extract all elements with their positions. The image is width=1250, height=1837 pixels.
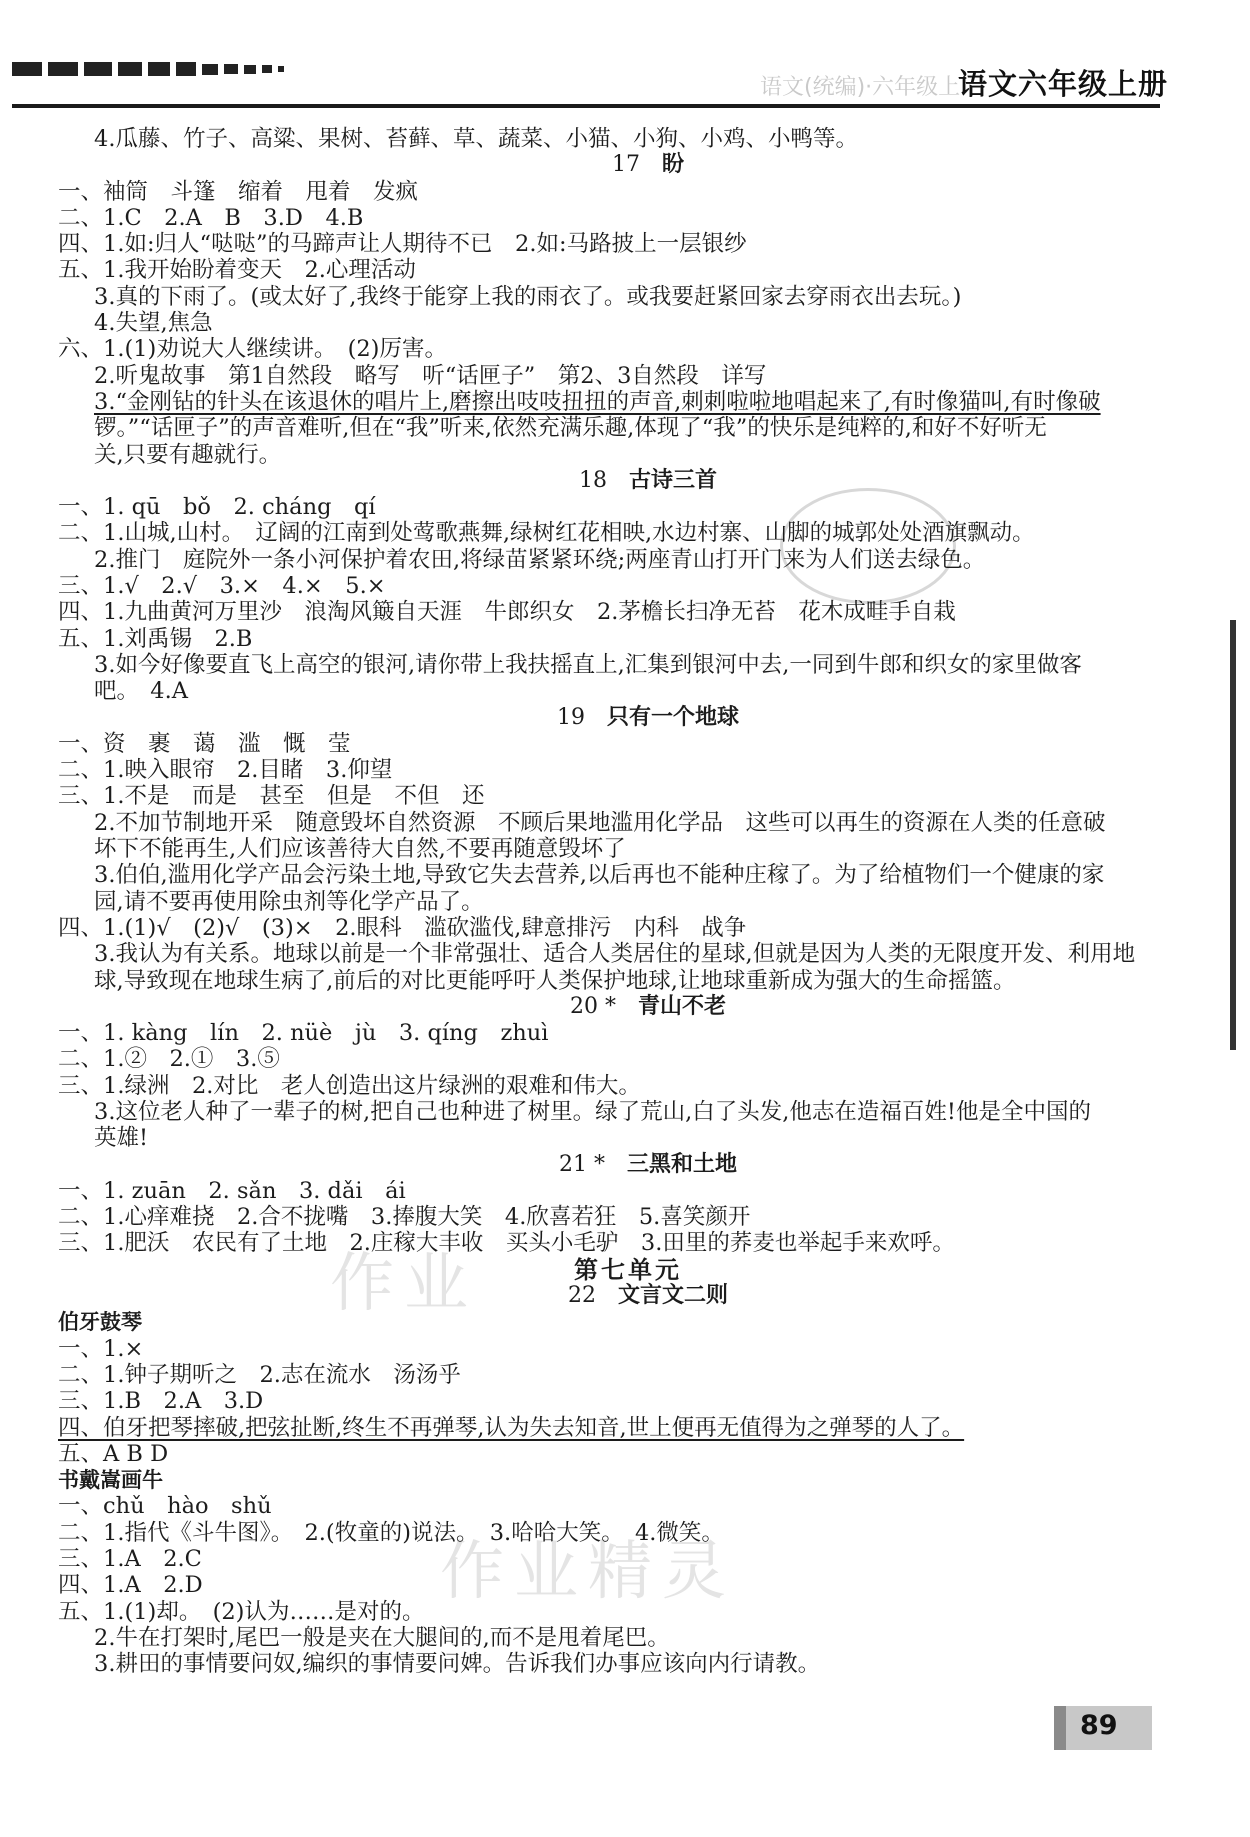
answer-line [58, 1415, 1168, 1441]
answer-line [58, 231, 1168, 257]
sub-heading [58, 1309, 1168, 1335]
line-text: 2.不加节制地开采 随意毁坏自然资源 不顾后果地滥用化学品 这些可以再生的资源在人类的任意破 [94, 809, 1106, 836]
lesson-number: 18 [578, 467, 607, 493]
lesson-number: 21 * [558, 1151, 605, 1177]
answer-line [58, 1625, 1168, 1651]
answer-line [58, 810, 1168, 836]
page-number-edge [1054, 1706, 1066, 1750]
line-text: 古诗三首 [629, 467, 718, 493]
line-text: 2.推门 庭院外一条小河保护着农田,将绿苗紧紧环绕;两座青山打开门来为人们送去绿色。 [94, 546, 986, 573]
unit-title [58, 1254, 1168, 1284]
line-text: 四、伯牙把琴摔破,把弦扯断,终生不再弹琴,认为失去知音,世上便再无值得为之弹琴的人了。 [58, 1414, 965, 1441]
answer-line [58, 1388, 1168, 1414]
answer-line [58, 1230, 1168, 1256]
line-text: 园,请不要再使用除虫剂等化学产品了。 [94, 888, 484, 915]
line-text: 二、1.C 2.A B 3.D 4.B [58, 204, 364, 231]
lesson-title [58, 994, 1168, 1020]
line-text: 锣。”“话匣子”的声音难听,但在“我”听来,依然充满乐趣,体现了“我”的快乐是纯粹的,和好不好听无 [94, 415, 1047, 442]
line-text: 四、1.A 2.D [58, 1572, 203, 1599]
line-text: 坏下不能再生,人们应该善待大自然,不要再随意毁坏了 [94, 836, 626, 863]
line-text: 二、1.钟子期听之 2.志在流水 汤汤乎 [58, 1361, 461, 1388]
answer-line [58, 1178, 1168, 1204]
answer-line [58, 389, 1168, 415]
line-text: 一、chǔ hào shǔ [58, 1493, 272, 1520]
line-text: 三、1.B 2.A 3.D [58, 1388, 264, 1415]
answer-line [58, 257, 1168, 283]
answer-line [58, 415, 1168, 441]
answer-line [58, 1073, 1168, 1099]
line-text: 只有一个地球 [607, 704, 740, 730]
line-text: 第七单元 [574, 1254, 682, 1284]
answer-line [58, 915, 1168, 941]
lesson-number: 20 * [569, 993, 616, 1019]
answer-line [58, 284, 1168, 310]
answer-content [58, 126, 1168, 1678]
page-edge-bar [1230, 620, 1236, 1050]
line-text: 五、1.我开始盼着变天 2.心理活动 [58, 257, 416, 284]
line-text: 五、A B D [58, 1440, 169, 1467]
line-text: 一、资 裹 蔼 滥 慨 莹 [58, 730, 351, 757]
lesson-number: 17 [611, 152, 640, 178]
line-text: 四、1.九曲黄河万里沙 浪淘风簸自天涯 牛郎织女 2.茅檐长扫净无苔 花木成畦手自栽 [58, 599, 956, 626]
answer-line [58, 520, 1168, 546]
line-text: 三黑和土地 [627, 1151, 738, 1177]
answer-line [58, 547, 1168, 573]
line-text: 一、袖筒 斗篷 缩着 甩着 发疯 [58, 178, 419, 205]
answer-line [58, 1046, 1168, 1072]
answer-line [58, 1336, 1168, 1362]
answer-line [58, 205, 1168, 231]
lesson-title [58, 705, 1168, 731]
answer-line [58, 1493, 1168, 1519]
line-text: 一、1. qū bǒ 2. cháng qí [58, 494, 376, 521]
page-number: 89 [1080, 1710, 1118, 1741]
answer-line [58, 652, 1168, 678]
line-text: 3.真的下雨了。(或太好了,我终于能穿上我的雨衣了。或我要赶紧回家去穿雨衣出去玩。) [94, 283, 962, 310]
line-text: 三、1.A 2.C [58, 1546, 202, 1573]
line-text: 伯牙鼓琴 [58, 1310, 142, 1335]
line-text: 二、1.指代《斗牛图》。 2.(牧童的)说法。 3.哈哈大笑。 4.微笑。 [58, 1519, 724, 1546]
line-text: 二、1.山城,山村。 辽阔的江南到处莺歌燕舞,绿树红花相映,水边村寨、山脚的城郭处处酒旗飘动。 [58, 520, 1035, 547]
line-text: 3.伯伯,滥用化学产品会污染土地,导致它失去营养,以后再也不能种庄稼了。为了给植物们一个健康的家 [94, 862, 1105, 889]
line-text: 英雄! [94, 1125, 149, 1152]
line-text: 二、1.映入眼帘 2.目睹 3.仰望 [58, 757, 393, 784]
answer-line [58, 310, 1168, 336]
line-text: 吧。 4.A [94, 678, 188, 705]
line-text: 六、1.(1)劝说大人继续讲。 (2)厉害。 [58, 336, 447, 363]
answer-line [58, 889, 1168, 915]
answer-line [58, 442, 1168, 468]
line-text: 书戴嵩画牛 [58, 1468, 163, 1493]
answer-line [58, 1099, 1168, 1125]
line-text: 3.我认为有关系。地球以前是一个非常强壮、适合人类居住的星球,但就是因为人类的无限度开发、利用地 [94, 941, 1136, 968]
answer-line [58, 626, 1168, 652]
answer-line [58, 1520, 1168, 1546]
line-text: 4.瓜藤、竹子、高粱、果树、苔藓、草、蔬菜、小猫、小狗、小鸡、小鸭等。 [94, 126, 858, 152]
line-text: 球,导致现在地球生病了,前后的对比更能呼吁人类保护地球,让地球重新成为强大的生命摇篮。 [94, 967, 1016, 994]
answer-line [58, 1599, 1168, 1625]
line-text: 文言文二则 [618, 1283, 729, 1309]
watermark-1: 作业 [330, 1247, 478, 1321]
answer-line [58, 862, 1168, 888]
line-text: 4.失望,焦急 [94, 310, 213, 337]
line-text: 2.听鬼故事 第1自然段 略写 听“话匣子” 第2、3自然段 详写 [94, 362, 767, 389]
answer-line [58, 783, 1168, 809]
line-text: 3.如今好像要直飞上高空的银河,请你带上我扶摇直上,汇集到银河中去,一同到牛郎和织女的家里做客 [94, 651, 1082, 678]
line-text: 三、1.不是 而是 甚至 但是 不但 还 [58, 783, 485, 810]
sub-heading [58, 1467, 1168, 1493]
answer-line [58, 126, 1168, 152]
answer-line [58, 336, 1168, 362]
line-text: 盼 [662, 152, 685, 178]
line-text: 三、1.绿洲 2.对比 老人创造出这片绿洲的艰难和伟大。 [58, 1072, 641, 1099]
answer-line [58, 678, 1168, 704]
line-text: 3.这位老人种了一辈子的树,把自己也种进了树里。绿了荒山,白了头发,他志在造福百姓!他是全中国的 [94, 1098, 1091, 1125]
line-text: 一、1. kàng lín 2. nüè jù 3. qíng zhuì [58, 1020, 549, 1047]
answer-line [58, 494, 1168, 520]
answer-line [58, 573, 1168, 599]
line-text: 2.牛在打架时,尾巴一般是夹在大腿间的,而不是甩着尾巴。 [94, 1624, 670, 1651]
line-text: 3.“金刚钻的针头在该退休的唱片上,磨擦出吱吱扭扭的声音,刺刺啦啦地唱起来了,有时像猫叫,有时像破 [94, 388, 1101, 415]
line-text: 二、1.心痒难挠 2.合不拢嘴 3.捧腹大笑 4.欣喜若狂 5.喜笑颜开 [58, 1204, 751, 1231]
answer-line [58, 836, 1168, 862]
lesson-title [58, 1152, 1168, 1178]
line-text: 一、1.× [58, 1335, 144, 1362]
answer-line [58, 179, 1168, 205]
line-text: 一、1. zuān 2. sǎn 3. dǎi ái [58, 1177, 406, 1204]
answer-line [58, 1651, 1168, 1677]
line-text: 五、1.(1)却。 (2)认为……是对的。 [58, 1598, 425, 1625]
line-text: 关,只要有趣就行。 [94, 441, 282, 468]
answer-line [58, 1546, 1168, 1572]
lesson-number: 19 [556, 704, 585, 730]
answer-line [58, 1572, 1168, 1598]
answer-line [58, 757, 1168, 783]
answer-line [58, 941, 1168, 967]
lesson-title [58, 152, 1168, 178]
line-text: 3.耕田的事情要问奴,编织的事情要问婢。告诉我们办事应该向内行请教。 [94, 1651, 821, 1678]
header-faint-text: 语文(统编)·六年级上 [760, 75, 961, 100]
line-text: 青山不老 [638, 993, 727, 1019]
line-text: 三、1.√ 2.√ 3.× 4.× 5.× [58, 573, 386, 600]
line-text: 四、1.(1)√ (2)√ (3)× 2.眼科 滥砍滥伐,肆意排污 内科 战争 [58, 914, 747, 941]
header-dash-ornament [12, 62, 284, 76]
lesson-title [58, 468, 1168, 494]
lesson-number: 22 [567, 1283, 596, 1309]
header-rule [12, 104, 1160, 108]
answer-line [58, 363, 1168, 389]
line-text: 五、1.刘禹锡 2.B [58, 625, 253, 652]
header-title: 语文六年级上册 [958, 67, 1169, 101]
answer-line [58, 1362, 1168, 1388]
page-header [0, 0, 1250, 115]
answer-line [58, 1204, 1168, 1230]
line-text: 四、1.如:归人“哒哒”的马蹄声让人期待不已 2.如:马路披上一层银纱 [58, 231, 747, 258]
answer-line [58, 968, 1168, 994]
answer-line [58, 1020, 1168, 1046]
answer-line [58, 731, 1168, 757]
answer-line [58, 1441, 1168, 1467]
answer-line [58, 1125, 1168, 1151]
answer-line [58, 599, 1168, 625]
line-text: 三、1.肥沃 农民有了土地 2.庄稼大丰收 买头小毛驴 3.田里的荞麦也举起手来欢呼。 [58, 1230, 955, 1257]
lesson-title [58, 1283, 1168, 1309]
watermark-2: 作业精灵 [440, 1535, 736, 1609]
line-text: 二、1.② 2.① 3.⑤ [58, 1046, 280, 1073]
